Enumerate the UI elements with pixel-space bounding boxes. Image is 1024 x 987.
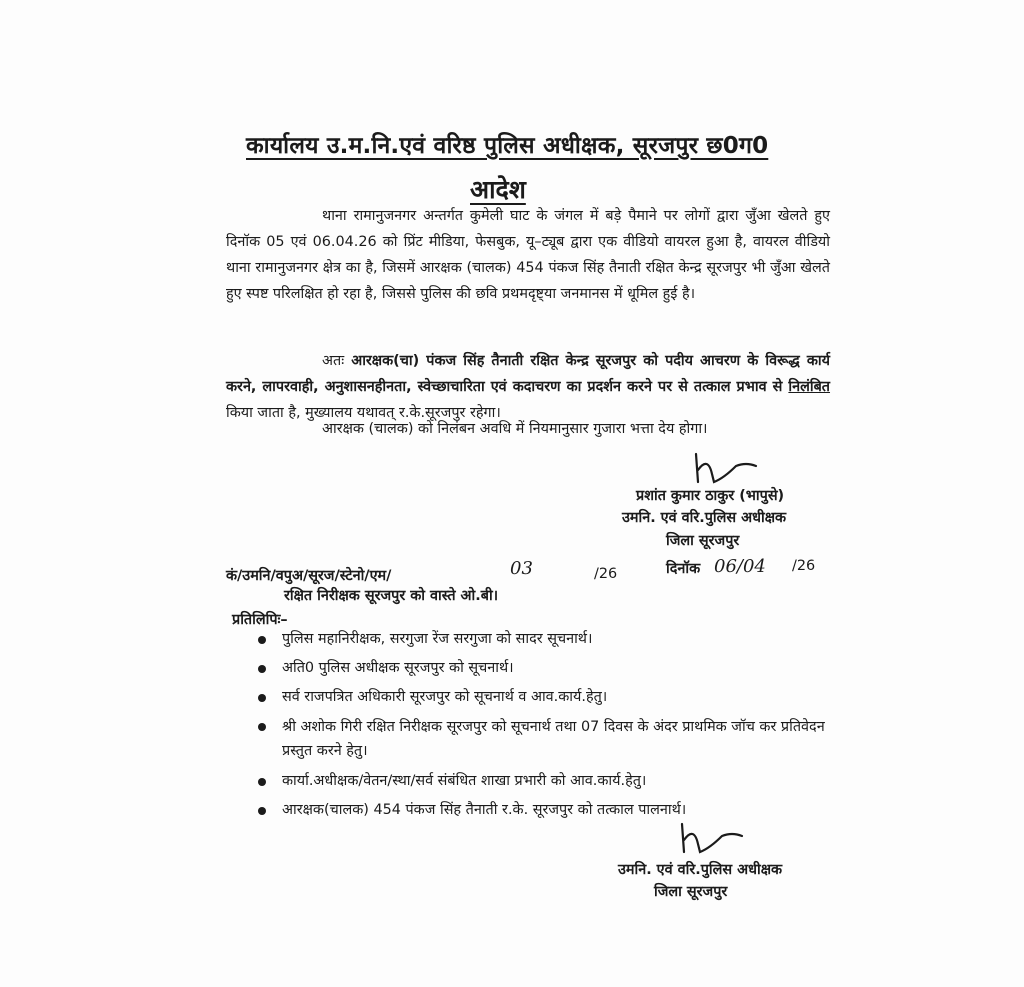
signatory-district: जिला सूरजपुर (666, 533, 740, 549)
paragraph-incident (226, 203, 830, 307)
paragraph-allowance-text: आरक्षक (चालक) को निलंबन अवधि में नियमानुसार गुजारा भत्ता देय होगा। (322, 421, 708, 437)
office-heading: कार्यालय उ.म.नि.एवं वरिष्ठ पुलिस अधीक्षक, सूरजपुर छ0ग0 (246, 133, 769, 159)
bullet-icon (258, 636, 266, 644)
paragraph-allowance (226, 416, 830, 442)
reference-date-label: दिनॉक (666, 561, 701, 577)
copy-item: कार्या.अधीक्षक/वेतन/स्था/सर्व संबंधित शाखा प्रभारी को आव.कार्य.हेतु। (258, 770, 838, 792)
bullet-icon (258, 807, 266, 815)
copy-item: सर्व राजपत्रित अधिकारी सूरजपुर को सूचनार्थ व आव.कार्य.हेतु। (258, 686, 838, 708)
copy-item: पुलिस महानिरीक्षक, सरगुजा रेंज सरगुजा को सादर सूचनार्थ। (258, 628, 838, 650)
reference-date-year: /26 (792, 558, 816, 574)
signatory-district-2: जिला सूरजपुर (654, 884, 728, 900)
order-title: आदेश (470, 175, 526, 204)
reference-number-handwritten: 03 (510, 558, 533, 579)
reference-recipient: रक्षित निरीक्षक सूरजपुर को वास्ते ओ.बी। (284, 588, 499, 604)
paragraph-suspension (226, 348, 830, 426)
paragraph-suspension-tail: किया जाता है, मुख्यालय यथावत् र.के.सूरजपुर रहेगा। (226, 405, 501, 421)
copy-item: आरक्षक(चालक) 454 पंकज सिंह तैनाती र.के. सूरजपुर को तत्काल पालनार्थ। (258, 799, 838, 821)
copy-item: श्री अशोक गिरी रक्षित निरीक्षक सूरजपुर को सूचनार्थ तथा 07 दिवस के अंदर प्राथमिक जॉच कर प्रतिवेदन प्रस्तुत करने हेतु। (258, 715, 838, 763)
signature-mark-2 (676, 822, 746, 856)
copy-list (258, 628, 838, 828)
signature-mark-1 (690, 452, 760, 486)
bullet-icon (258, 723, 266, 731)
reference-date-handwritten: 06/04 (714, 556, 766, 577)
bullet-icon (258, 694, 266, 702)
bullet-icon (258, 778, 266, 786)
signatory-designation-2: उमनि. एवं वरि.पुलिस अधीक्षक (618, 862, 783, 878)
bullet-icon (258, 665, 266, 673)
paragraph-suspension-main: आरक्षक(चा) पंकज सिंह तैनाती रक्षित केन्द्र सूरजपुर को पदीय आचरण के विरूद्ध कार्य करने, लापरवाही, अनुशासनहीनता, स्वेच्छाचारिता एवं कदाचरण का प्रदर्शन करने पर से तत्काल प्रभाव से (226, 353, 831, 395)
copy-item: अति0 पुलिस अधीक्षक सूरजपुर को सूचनार्थ। (258, 657, 838, 679)
copy-label: प्रतिलिपिः– (232, 612, 288, 628)
paragraph-suspension-lead: अतः (322, 353, 345, 369)
reference-number-year: /26 (594, 566, 618, 582)
suspended-word: निलंबित (788, 379, 831, 395)
signatory-designation: उमनि. एवं वरि.पुलिस अधीक्षक (622, 510, 787, 526)
signatory-name: प्रशांत कुमार ठाकुर (भापुसे) (636, 488, 785, 504)
reference-number-prefix: कं/उमनि/वपुअ/सूरज/स्टेनो/एम/ (226, 568, 392, 584)
paragraph-incident-text: थाना रामानुजनगर अन्तर्गत कुमेली घाट के जंगल में बड़े पैमाने पर लोगों द्वारा जुँआ खेलते हुए दिनॉक 05 एवं 06.04.26 को प्रिंट मीडिया, फेसबुक, यू–ट्यूब द्वारा एक वीडियो वायरल हुआ है, वायरल वीडियो थाना रामानुजनगर क्षेत्र का है, जिसमें आरक्षक (चालक) 454 पंकज सिंह तैनाती रक्षित केन्द्र सूरजपुर भी जुँआ खेलते हुए स्पष्ट परिलक्षित हो रहा है, जिससे पुलिस की छवि प्रथमदृष्ट्या जनमानस में धूमिल हुई है। (226, 208, 830, 302)
